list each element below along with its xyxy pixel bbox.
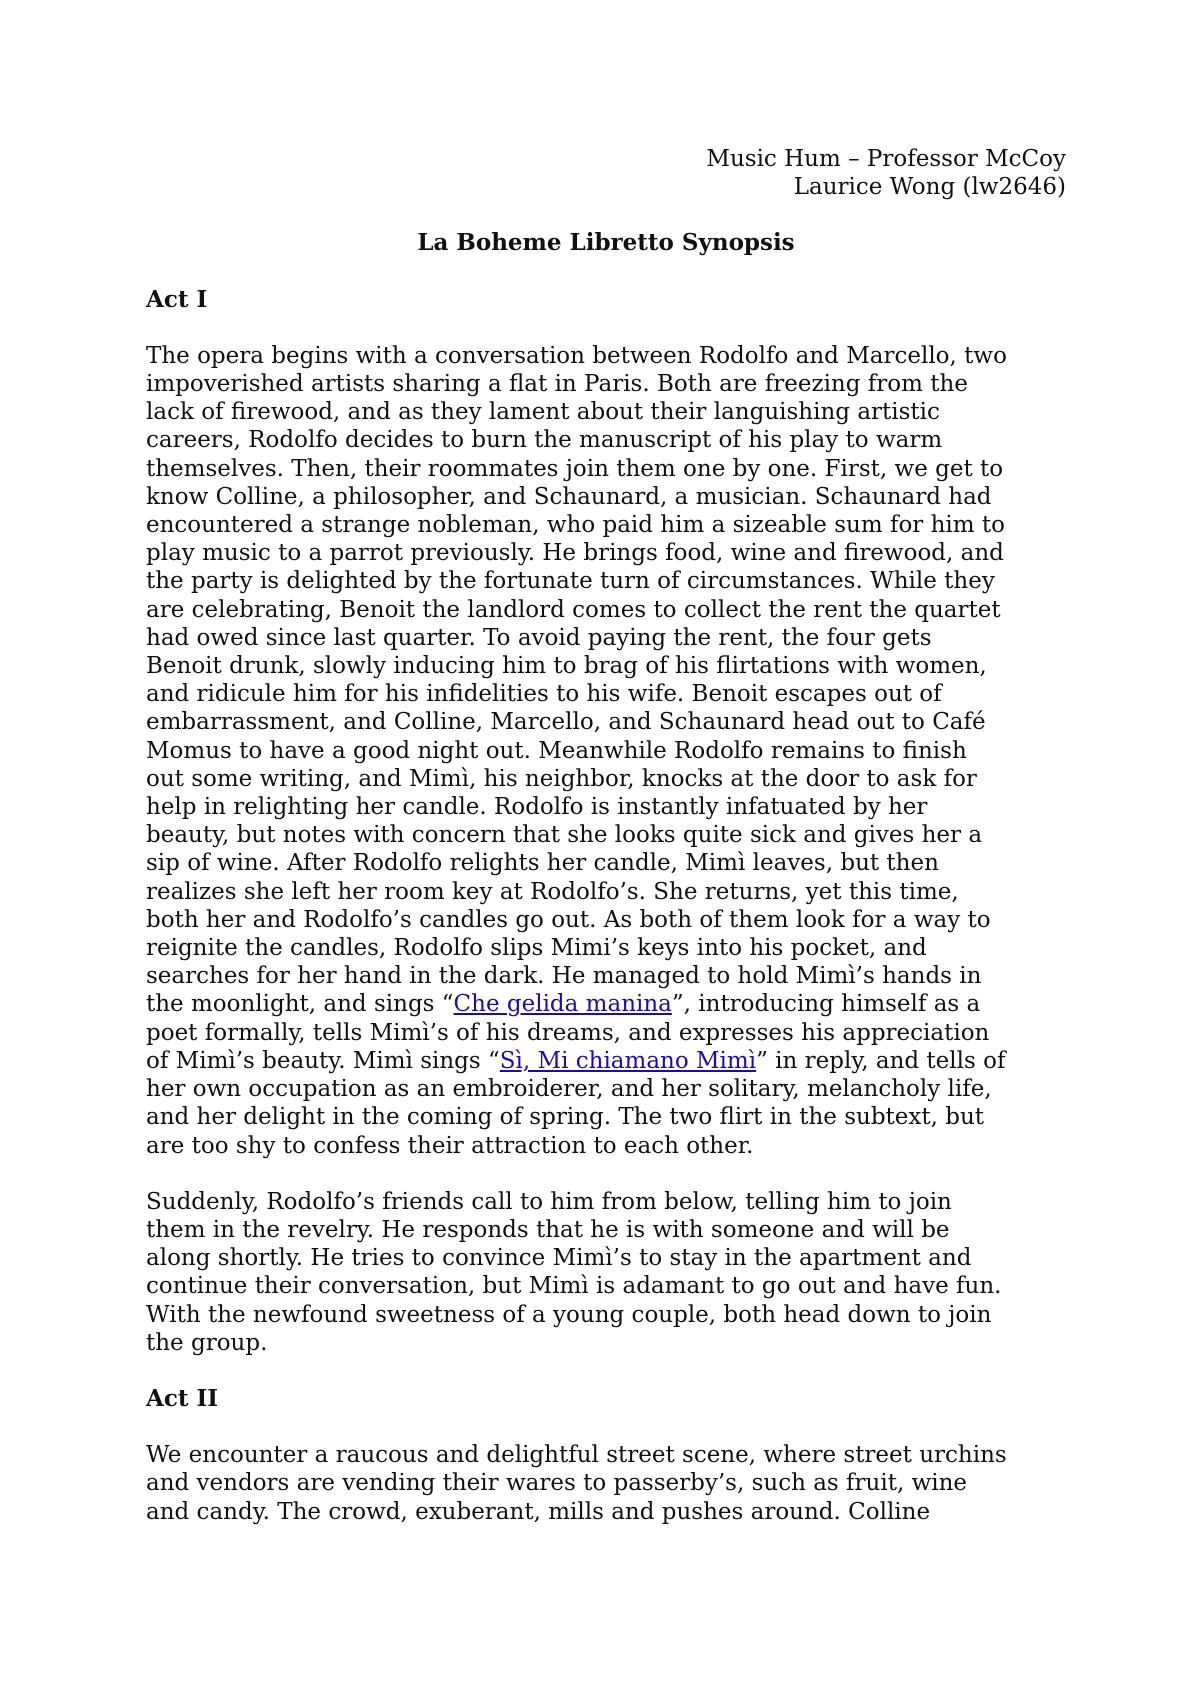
paragraph-line: know Colline, a philosopher, and Schaunard, a musician. Schaunard had xyxy=(146,483,992,510)
paragraph-line: continue their conversation, but Mimì is adamant to go out and have fun. xyxy=(146,1273,1002,1300)
paragraph-line: out some writing, and Mimì, his neighbor, knocks at the door to ask for xyxy=(146,765,977,792)
paragraph-line: and ridicule him for his infidelities to his wife. Benoit escapes out of xyxy=(146,681,942,708)
paragraph-line: searches for her hand in the dark. He managed to hold Mimì’s hands in xyxy=(146,963,982,990)
paragraph-line: are celebrating, Benoit the landlord comes to collect the rent the quartet xyxy=(146,596,1001,623)
paragraph-line: are too shy to confess their attraction to each other. xyxy=(146,1132,754,1159)
link-2-suffix: ” in reply, and tells of xyxy=(756,1047,1006,1074)
act-1-paragraph-1-lines xyxy=(146,342,1066,991)
paragraph-line: careers, Rodolfo decides to burn the manuscript of his play to warm xyxy=(146,427,943,454)
paragraph-line xyxy=(146,1047,1066,1075)
paragraph-line: the group. xyxy=(146,1329,268,1356)
paragraph-line xyxy=(146,990,1066,1018)
paragraph-line: and candy. The crowd, exuberant, mills and pushes around. Colline xyxy=(146,1498,931,1525)
paragraph-line: The opera begins with a conversation between Rodolfo and Marcello, two xyxy=(146,342,1007,369)
paragraph-line: beauty, but notes with concern that she looks quite sick and gives her a xyxy=(146,822,983,849)
paragraph-line: Benoit drunk, slowly inducing him to brag of his flirtations with women, xyxy=(146,653,987,680)
che-gelida-manina-link[interactable]: Che gelida manina xyxy=(453,991,672,1018)
document-body xyxy=(146,145,1066,1526)
paragraph-line: the party is delighted by the fortunate turn of circumstances. While they xyxy=(146,568,995,595)
paragraph-line: them in the revelry. He responds that he is with someone and will be xyxy=(146,1216,950,1243)
paragraph-line: impoverished artists sharing a flat in Paris. Both are freezing from the xyxy=(146,371,968,398)
document-title: La Boheme Libretto Synopsis xyxy=(417,229,795,257)
act-1-paragraph-1 xyxy=(146,342,1066,1160)
paragraph-line: poet formally, tells Mimì’s of his dreams, and expresses his appreciation xyxy=(146,1019,990,1046)
paragraph-line: themselves. Then, their roommates join them one by one. First, we get to xyxy=(146,455,1004,482)
paragraph-line: embarrassment, and Colline, Marcello, and Schaunard head out to Café xyxy=(146,709,986,736)
si-mi-chiamano-mimi-link[interactable]: Sì, Mi chiamano Mimì xyxy=(499,1047,757,1074)
link-2-prefix: of Mimì’s beauty. Mimì sings “ xyxy=(146,1047,500,1074)
link-1-prefix: the moonlight, and sings “ xyxy=(146,991,454,1018)
paragraph-line: play music to a parrot previously. He brings food, wine and firewood, and xyxy=(146,540,1004,567)
act-2-paragraph-1 xyxy=(146,1441,1066,1526)
paragraph-line: and vendors are vending their wares to passerby’s, such as fruit, wine xyxy=(146,1470,968,1497)
paragraph-line: along shortly. He tries to convince Mimì’s to stay in the apartment and xyxy=(146,1245,972,1272)
paragraph-line: We encounter a raucous and delightful street scene, where street urchins xyxy=(146,1442,1007,1469)
paragraph-line: Suddenly, Rodolfo’s friends call to him from below, telling him to join xyxy=(146,1188,952,1215)
paragraph-line: sip of wine. After Rodolfo relights her candle, Mimì leaves, but then xyxy=(146,850,939,877)
course-line: Music Hum – Professor McCoy xyxy=(706,146,1066,172)
paragraph-line: her own occupation as an embroiderer, and her solitary, melancholy life, xyxy=(146,1076,992,1103)
paragraph-line: Momus to have a good night out. Meanwhile Rodolfo remains to finish xyxy=(146,737,967,764)
header-block xyxy=(146,145,1066,201)
paragraph-line: lack of firewood, and as they lament about their languishing artistic xyxy=(146,399,940,426)
author-line: Laurice Wong (lw2646) xyxy=(793,174,1066,201)
act-1-heading: Act I xyxy=(146,285,208,313)
paragraph-line: encountered a strange nobleman, who paid him a sizeable sum for him to xyxy=(146,512,1005,539)
link-1-suffix: ”, introducing himself as a xyxy=(671,991,981,1018)
paragraph-line: reignite the candles, Rodolfo slips Mimi’s keys into his pocket, and xyxy=(146,935,927,962)
act-1-paragraph-2 xyxy=(146,1188,1066,1357)
paragraph-line: and her delight in the coming of spring. The two flirt in the subtext, but xyxy=(146,1104,985,1131)
act-2-heading: Act II xyxy=(146,1384,218,1412)
act-1-paragraph-1-tail xyxy=(146,1075,1066,1160)
paragraph-line: With the newfound sweetness of a young couple, both head down to join xyxy=(146,1301,992,1328)
paragraph-line: help in relighting her candle. Rodolfo is instantly infatuated by her xyxy=(146,794,928,821)
paragraph-line: had owed since last quarter. To avoid paying the rent, the four gets xyxy=(146,624,932,651)
paragraph-line: realizes she left her room key at Rodolfo’s. She returns, yet this time, xyxy=(146,878,959,905)
paragraph-line: both her and Rodolfo’s candles go out. As both of them look for a way to xyxy=(146,906,991,933)
